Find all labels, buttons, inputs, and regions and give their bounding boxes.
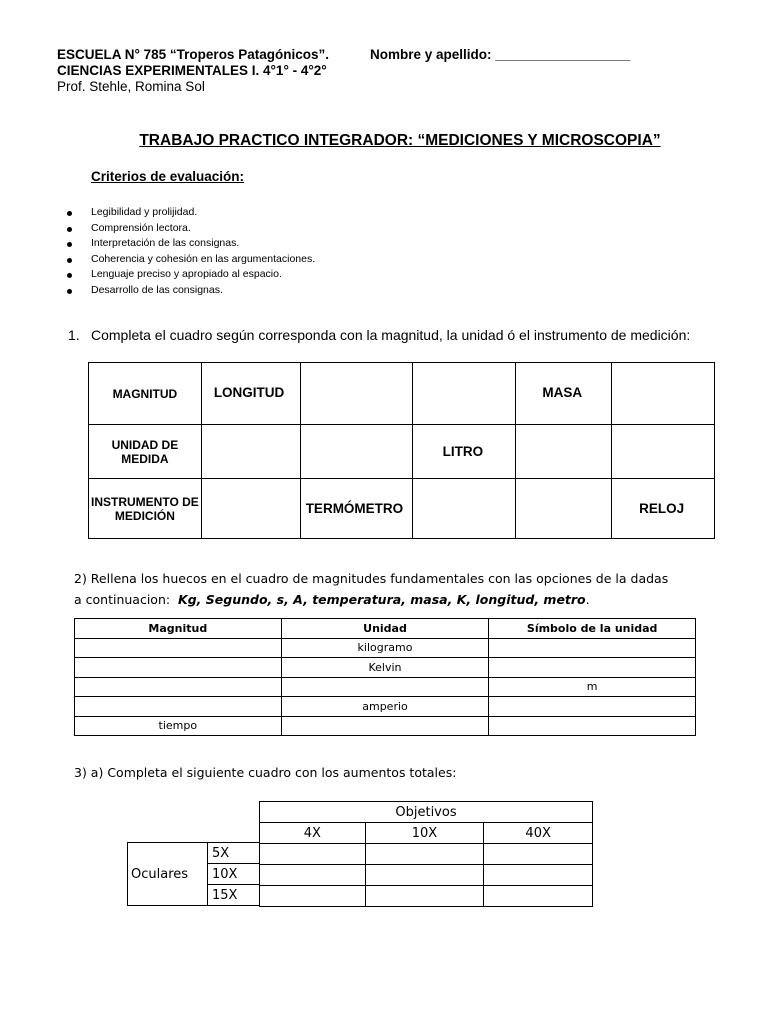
ocular-value: 10X xyxy=(208,864,260,885)
ocular-value: 5X xyxy=(208,843,260,864)
table-cell[interactable] xyxy=(365,865,484,886)
question-1-number: 1. xyxy=(68,327,80,343)
table-cell[interactable]: kilogramo xyxy=(281,638,489,658)
table-cell[interactable] xyxy=(489,697,696,717)
table-cell[interactable] xyxy=(300,425,412,479)
question-3: 3) a) Completa el siguiente cuadro con los aumentos totales: xyxy=(74,765,457,780)
row-label-instrumento: INSTRUMENTO DE MEDICIÓN xyxy=(89,479,202,539)
column-header: Magnitud xyxy=(75,619,282,639)
table-cell[interactable] xyxy=(516,479,612,539)
table-cell[interactable] xyxy=(75,638,282,658)
bullet-icon xyxy=(67,227,72,232)
question-1-text: Completa el cuadro según corresponda con la magnitud, la unidad ó el instrumento de medición: xyxy=(91,327,691,343)
document-title: TRABAJO PRACTICO INTEGRADOR: “MEDICIONES Y MICROSCOPIA” xyxy=(139,132,661,149)
table-cell[interactable] xyxy=(484,865,593,886)
table-cell[interactable] xyxy=(612,425,715,479)
criteria-item: Coherencia y cohesión en las argumentaciones. xyxy=(66,252,315,268)
name-field-label: Nombre y apellido: __________________ xyxy=(370,47,631,62)
table-cell[interactable] xyxy=(201,425,300,479)
question-1 xyxy=(68,327,690,343)
table-cell[interactable] xyxy=(612,363,715,425)
table-cell[interactable] xyxy=(75,658,282,678)
table-cell[interactable] xyxy=(516,425,612,479)
oculars-label: Oculares xyxy=(128,843,208,906)
table-cell[interactable] xyxy=(281,716,489,736)
school-name: ESCUELA N° 785 “Troperos Patagónicos”. xyxy=(57,47,329,62)
table-cell[interactable] xyxy=(281,677,489,697)
table-cell[interactable] xyxy=(365,886,484,907)
table-cell[interactable] xyxy=(201,479,300,539)
table-row xyxy=(75,638,696,658)
magnitudes-table xyxy=(74,618,696,736)
table-row xyxy=(89,363,715,425)
question-2: 2) Rellena los huecos en el cuadro de magnitudes fundamentales con las opciones de la dadas a continuacion: Kg, Segundo, s, A, temperatura, masa, K, longitud, metro. xyxy=(74,571,669,607)
criteria-list xyxy=(66,205,315,298)
table-cell[interactable]: m xyxy=(489,677,696,697)
table-cell[interactable]: RELOJ xyxy=(612,479,715,539)
ocular-value: 15X xyxy=(208,885,260,906)
table-row xyxy=(128,843,260,864)
table-cell[interactable] xyxy=(75,697,282,717)
bullet-icon xyxy=(67,273,72,278)
measurement-table xyxy=(88,362,715,539)
table-cell[interactable] xyxy=(260,886,366,907)
bullet-icon xyxy=(67,211,72,216)
table-cell[interactable]: LITRO xyxy=(412,425,516,479)
table-cell[interactable] xyxy=(365,844,484,865)
criteria-item: Legibilidad y prolijidad. xyxy=(66,205,315,221)
oculars-table xyxy=(127,842,260,906)
bullet-icon xyxy=(67,242,72,247)
table-cell[interactable] xyxy=(484,886,593,907)
criteria-item: Comprensión lectora. xyxy=(66,221,315,237)
table-cell[interactable]: LONGITUD xyxy=(201,363,300,425)
teacher-name: Prof. Stehle, Romina Sol xyxy=(57,79,205,94)
table-cell[interactable] xyxy=(489,658,696,678)
criteria-item: Interpretación de las consignas. xyxy=(66,236,315,252)
table-cell[interactable] xyxy=(484,844,593,865)
table-row xyxy=(75,658,696,678)
bullet-icon xyxy=(67,258,72,263)
criteria-item: Desarrollo de las consignas. xyxy=(66,283,315,299)
table-cell[interactable]: amperio xyxy=(281,697,489,717)
criteria-heading: Criterios de evaluación: xyxy=(91,169,245,184)
table-row xyxy=(75,697,696,717)
table-cell[interactable] xyxy=(300,363,412,425)
table-cell[interactable] xyxy=(412,363,516,425)
table-header-row xyxy=(260,823,593,844)
course-name: CIENCIAS EXPERIMENTALES I. 4°1° - 4°2° xyxy=(57,63,327,78)
table-row xyxy=(75,716,696,736)
objectives-label: Objetivos xyxy=(260,802,593,823)
table-cell[interactable] xyxy=(260,865,366,886)
table-row xyxy=(75,677,696,697)
table-cell[interactable] xyxy=(412,479,516,539)
table-cell[interactable]: Kelvin xyxy=(281,658,489,678)
table-cell[interactable] xyxy=(75,677,282,697)
objectives-table xyxy=(259,801,593,907)
table-row xyxy=(89,479,715,539)
table-cell[interactable]: tiempo xyxy=(75,716,282,736)
table-row xyxy=(260,844,593,865)
table-cell[interactable]: MASA xyxy=(516,363,612,425)
table-cell[interactable] xyxy=(489,716,696,736)
row-label-magnitud: MAGNITUD xyxy=(89,363,202,425)
table-row xyxy=(260,865,593,886)
objective-header: 40X xyxy=(484,823,593,844)
table-row xyxy=(260,886,593,907)
question-2-options: Kg, Segundo, s, A, temperatura, masa, K, longitud, metro xyxy=(178,592,586,607)
table-cell[interactable] xyxy=(260,844,366,865)
table-row xyxy=(89,425,715,479)
objective-header: 10X xyxy=(365,823,484,844)
column-header: Unidad xyxy=(281,619,489,639)
table-cell[interactable]: TERMÓMETRO xyxy=(300,479,412,539)
criteria-item: Lenguaje preciso y apropiado al espacio. xyxy=(66,267,315,283)
table-header-row xyxy=(260,802,593,823)
row-label-unidad: UNIDAD DE MEDIDA xyxy=(89,425,202,479)
bullet-icon xyxy=(67,289,72,294)
column-header: Símbolo de la unidad xyxy=(489,619,696,639)
table-cell[interactable] xyxy=(489,638,696,658)
table-header-row xyxy=(75,619,696,639)
objective-header: 4X xyxy=(260,823,366,844)
